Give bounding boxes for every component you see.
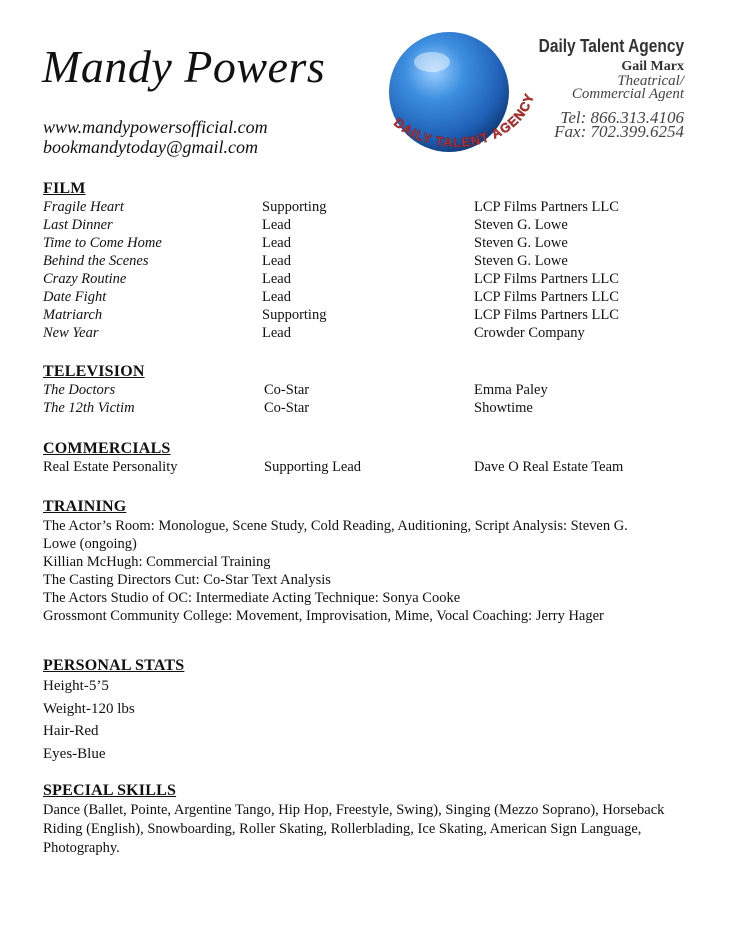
credit-company: LCP Films Partners LLC [474,307,619,323]
credit-company: Steven G. Lowe [474,253,568,269]
credit-role: Supporting [262,199,327,215]
special-skills-text: Dance (Ballet, Pointe, Argentine Tango, Hip Hop, Freestyle, Swing), Singing (Mezzo Soprano), Horseback Riding (English), Snowboarding, Roller Skating, Rollerblading, Ice Skating, American Sign Language, Photography. [43,802,665,856]
actor-email: bookmandytoday@gmail.com [43,137,259,157]
commercials-heading: COMMERCIALS [43,440,171,457]
credit-role: Lead [262,289,291,305]
training-item: The Actors Studio of OC: Intermediate Acting Technique: Sonya Cooke [43,590,461,606]
credit-title: Time to Come Home [43,235,162,251]
credit-row [0,382,732,400]
credit-role: Lead [262,235,291,251]
credit-company: Dave O Real Estate Team [474,459,624,475]
training-item: Grossmont Community College: Movement, Improvisation, Mime, Vocal Coaching: Jerry Hager [43,608,604,624]
credit-row [0,459,732,477]
credit-title: Date Fight [43,289,107,305]
special-skills-heading: SPECIAL SKILLS [43,782,177,799]
actor-name: Mandy Powers [42,41,326,92]
stat-eyes: Eyes-Blue [43,746,106,763]
credit-role: Co-Star [264,400,310,416]
training-item: Killian McHugh: Commercial Training [43,554,271,570]
training-item: The Casting Directors Cut: Co-Star Text Analysis [43,572,331,588]
film-heading: FILM [43,180,86,197]
credit-row [0,271,732,289]
personal-stats-list [43,675,135,766]
agent-name: Gail Marx [621,59,684,74]
agency-tel: Tel: 866.313.4106 [560,108,684,127]
television-heading: TELEVISION [43,363,145,380]
actor-website: www.mandypowersofficial.com [43,117,268,137]
training-heading: TRAINING [43,498,127,515]
credit-role: Lead [262,271,291,287]
credit-row [0,325,732,343]
credit-row [0,199,732,217]
personal-stats-heading: PERSONAL STATS [43,657,185,674]
credit-company: Emma Paley [474,382,548,398]
agent-role-line1: Theatrical/ [617,73,684,89]
credit-role: Supporting Lead [264,459,362,475]
credit-role: Lead [262,325,291,341]
credit-title: Crazy Routine [43,271,127,287]
credit-row [0,217,732,235]
credit-company: LCP Films Partners LLC [474,289,619,305]
credit-row [0,253,732,271]
credit-role: Lead [262,253,291,269]
credit-company: Crowder Company [474,325,585,341]
credit-role: Lead [262,217,291,233]
credit-row [0,289,732,307]
credit-company: LCP Films Partners LLC [474,271,619,287]
training-list [43,517,663,625]
credit-row [0,400,732,418]
agency-logo [360,28,538,164]
credit-title: Last Dinner [43,217,113,233]
stat-weight: Weight-120 lbs [43,700,135,717]
credit-role: Supporting [262,307,327,323]
credit-title: The 12th Victim [43,400,135,416]
credit-company: Showtime [474,400,533,416]
credit-title: The Doctors [43,382,116,398]
credit-company: Steven G. Lowe [474,217,568,233]
credit-row [0,307,732,325]
stat-hair: Hair-Red [43,723,99,740]
credit-row [0,235,732,253]
credit-title: Real Estate Personality [43,459,178,475]
credit-company: Steven G. Lowe [474,235,568,251]
agency-logo-text: DAILY TALENT AGENCY [391,91,538,151]
agent-role-line2: Commercial Agent [571,86,684,102]
credit-title: Fragile Heart [43,199,124,215]
agency-name: Daily Talent Agency [538,36,684,56]
credit-company: LCP Films Partners LLC [474,199,619,215]
credit-role: Co-Star [264,382,310,398]
stat-height: Height-5’5 [43,678,109,694]
credit-title: New Year [43,325,99,341]
agency-fax: Fax: 702.399.6254 [554,122,684,141]
credit-title: Matriarch [43,307,103,323]
training-item: The Actor’s Room: Monologue, Scene Study, Cold Reading, Auditioning, Script Analysis: Steven G. Lowe (ongoing) [43,518,628,552]
credit-title: Behind the Scenes [43,253,149,269]
